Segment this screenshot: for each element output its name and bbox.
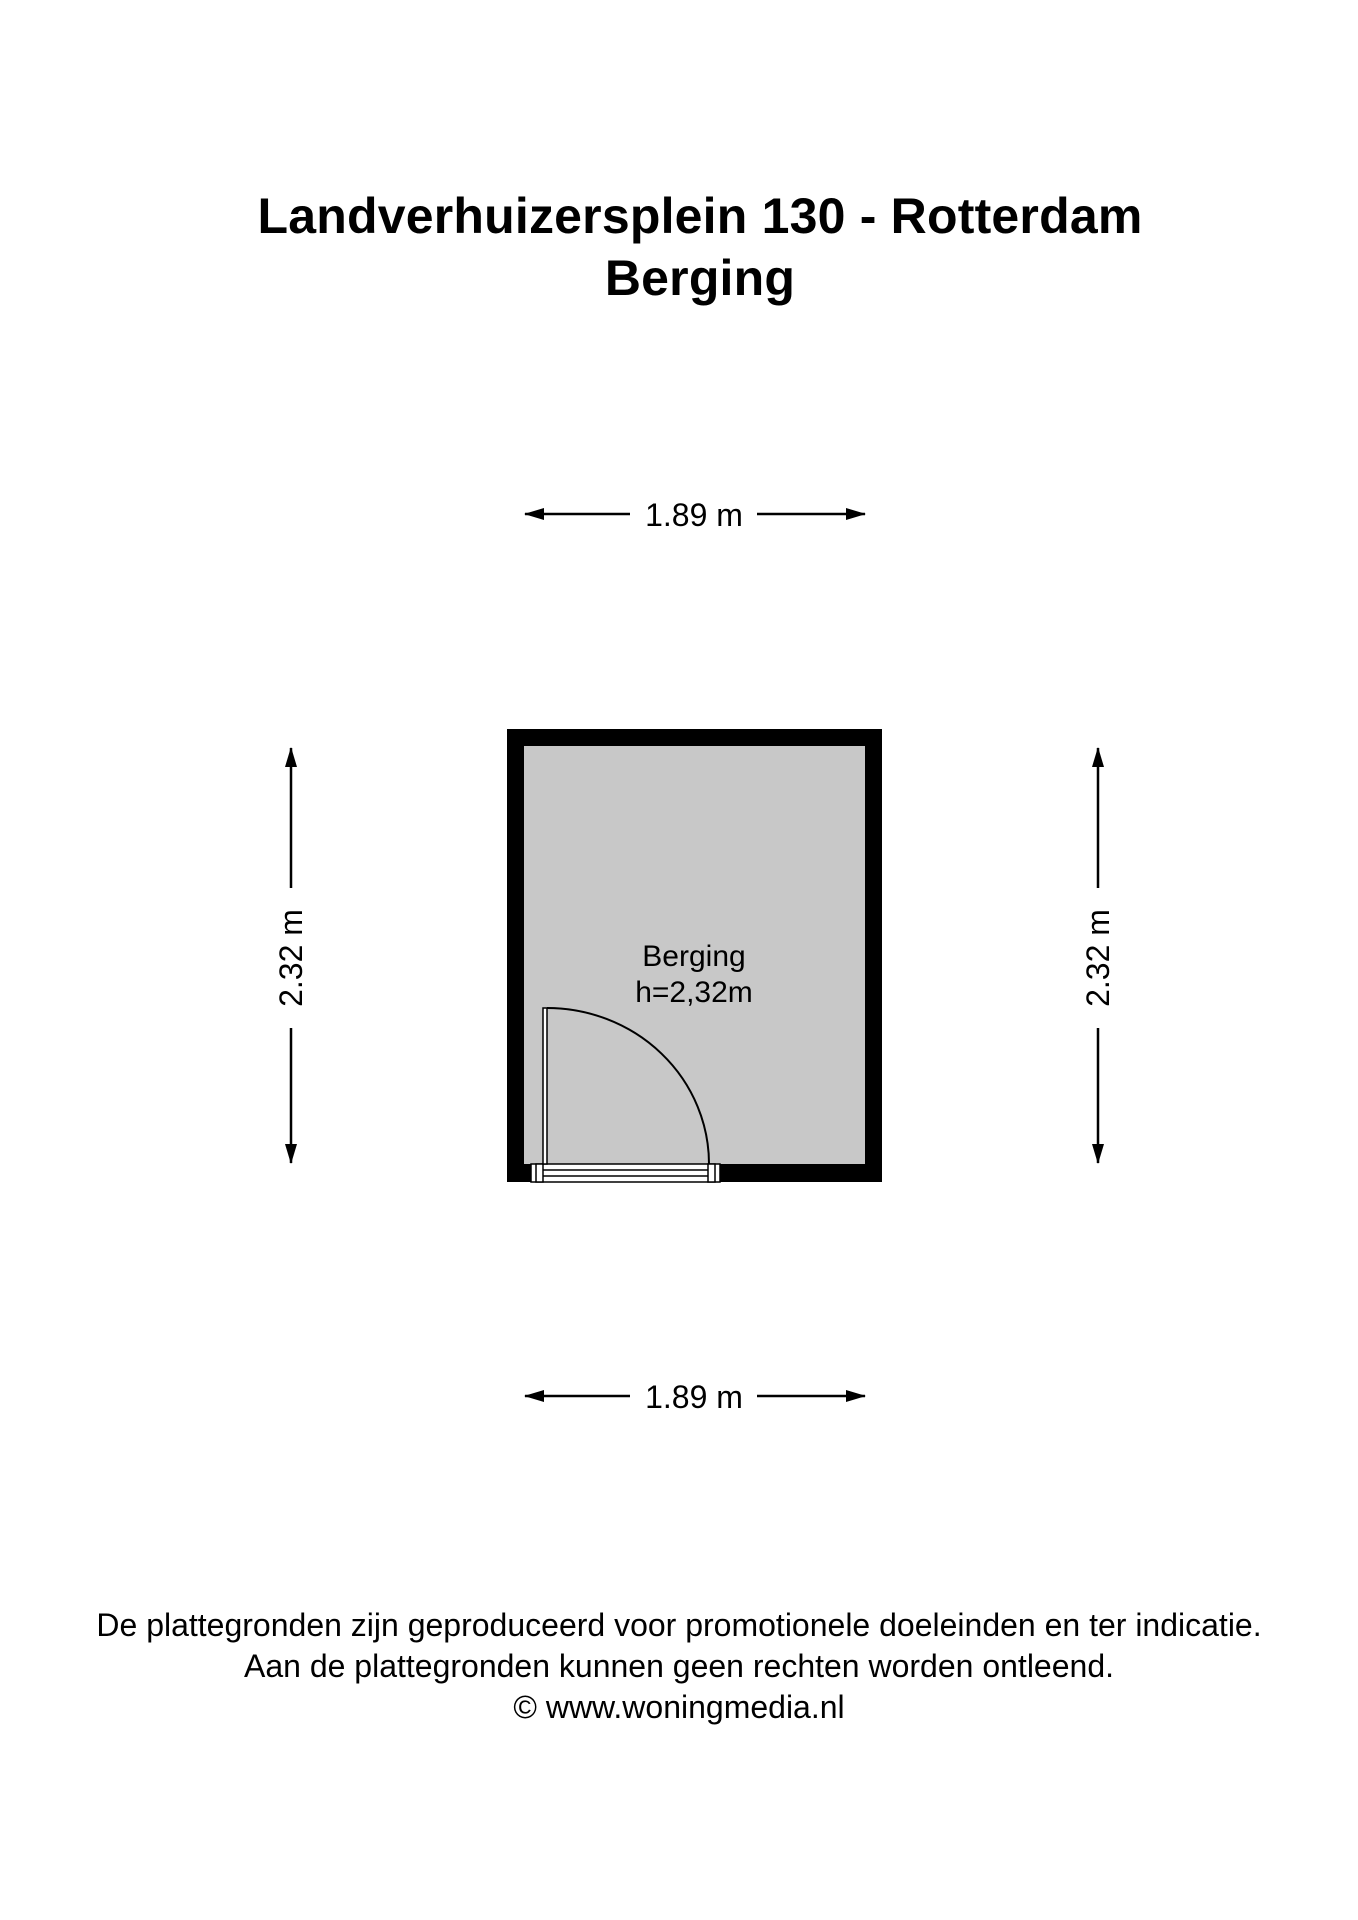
- wall-left: [507, 729, 524, 1182]
- disclaimer-line-1: De plattegronden zijn geproduceerd voor promotionele doeleinden en ter indicatie.: [96, 1607, 1262, 1643]
- copyright-line: © www.woningmedia.nl: [513, 1689, 845, 1725]
- wall-bottom-left: [507, 1164, 531, 1182]
- disclaimer: [0, 1605, 1358, 1728]
- dimension-bottom-label: 1.89 m: [645, 1379, 743, 1415]
- door-sill: [531, 1164, 720, 1182]
- door-jamb-right: [708, 1164, 715, 1182]
- dimension-bottom: [525, 1379, 865, 1415]
- room-height-label: h=2,32m: [635, 976, 753, 1009]
- door-leaf: [543, 1008, 547, 1164]
- room-name-label: Berging: [642, 940, 746, 973]
- wall-right: [865, 729, 882, 1182]
- page-title: Landverhuizersplein 130 - Rotterdam: [257, 188, 1143, 244]
- disclaimer-line-2: Aan de plattegronden kunnen geen rechten worden ontleend.: [243, 1648, 1114, 1684]
- door-jamb-left: [536, 1164, 543, 1182]
- dimension-left-label: 2.32 m: [273, 909, 309, 1007]
- dimension-right: [1080, 748, 1116, 1163]
- dimension-top-label: 1.89 m: [645, 497, 743, 533]
- door-sill-frame: [531, 1164, 720, 1182]
- dimension-right-label: 2.32 m: [1080, 909, 1116, 1007]
- wall-top: [507, 729, 882, 746]
- dimension-top: [525, 497, 865, 533]
- wall-bottom-right: [720, 1164, 882, 1182]
- floor-title: Berging: [604, 250, 796, 306]
- dimension-left: [273, 748, 309, 1163]
